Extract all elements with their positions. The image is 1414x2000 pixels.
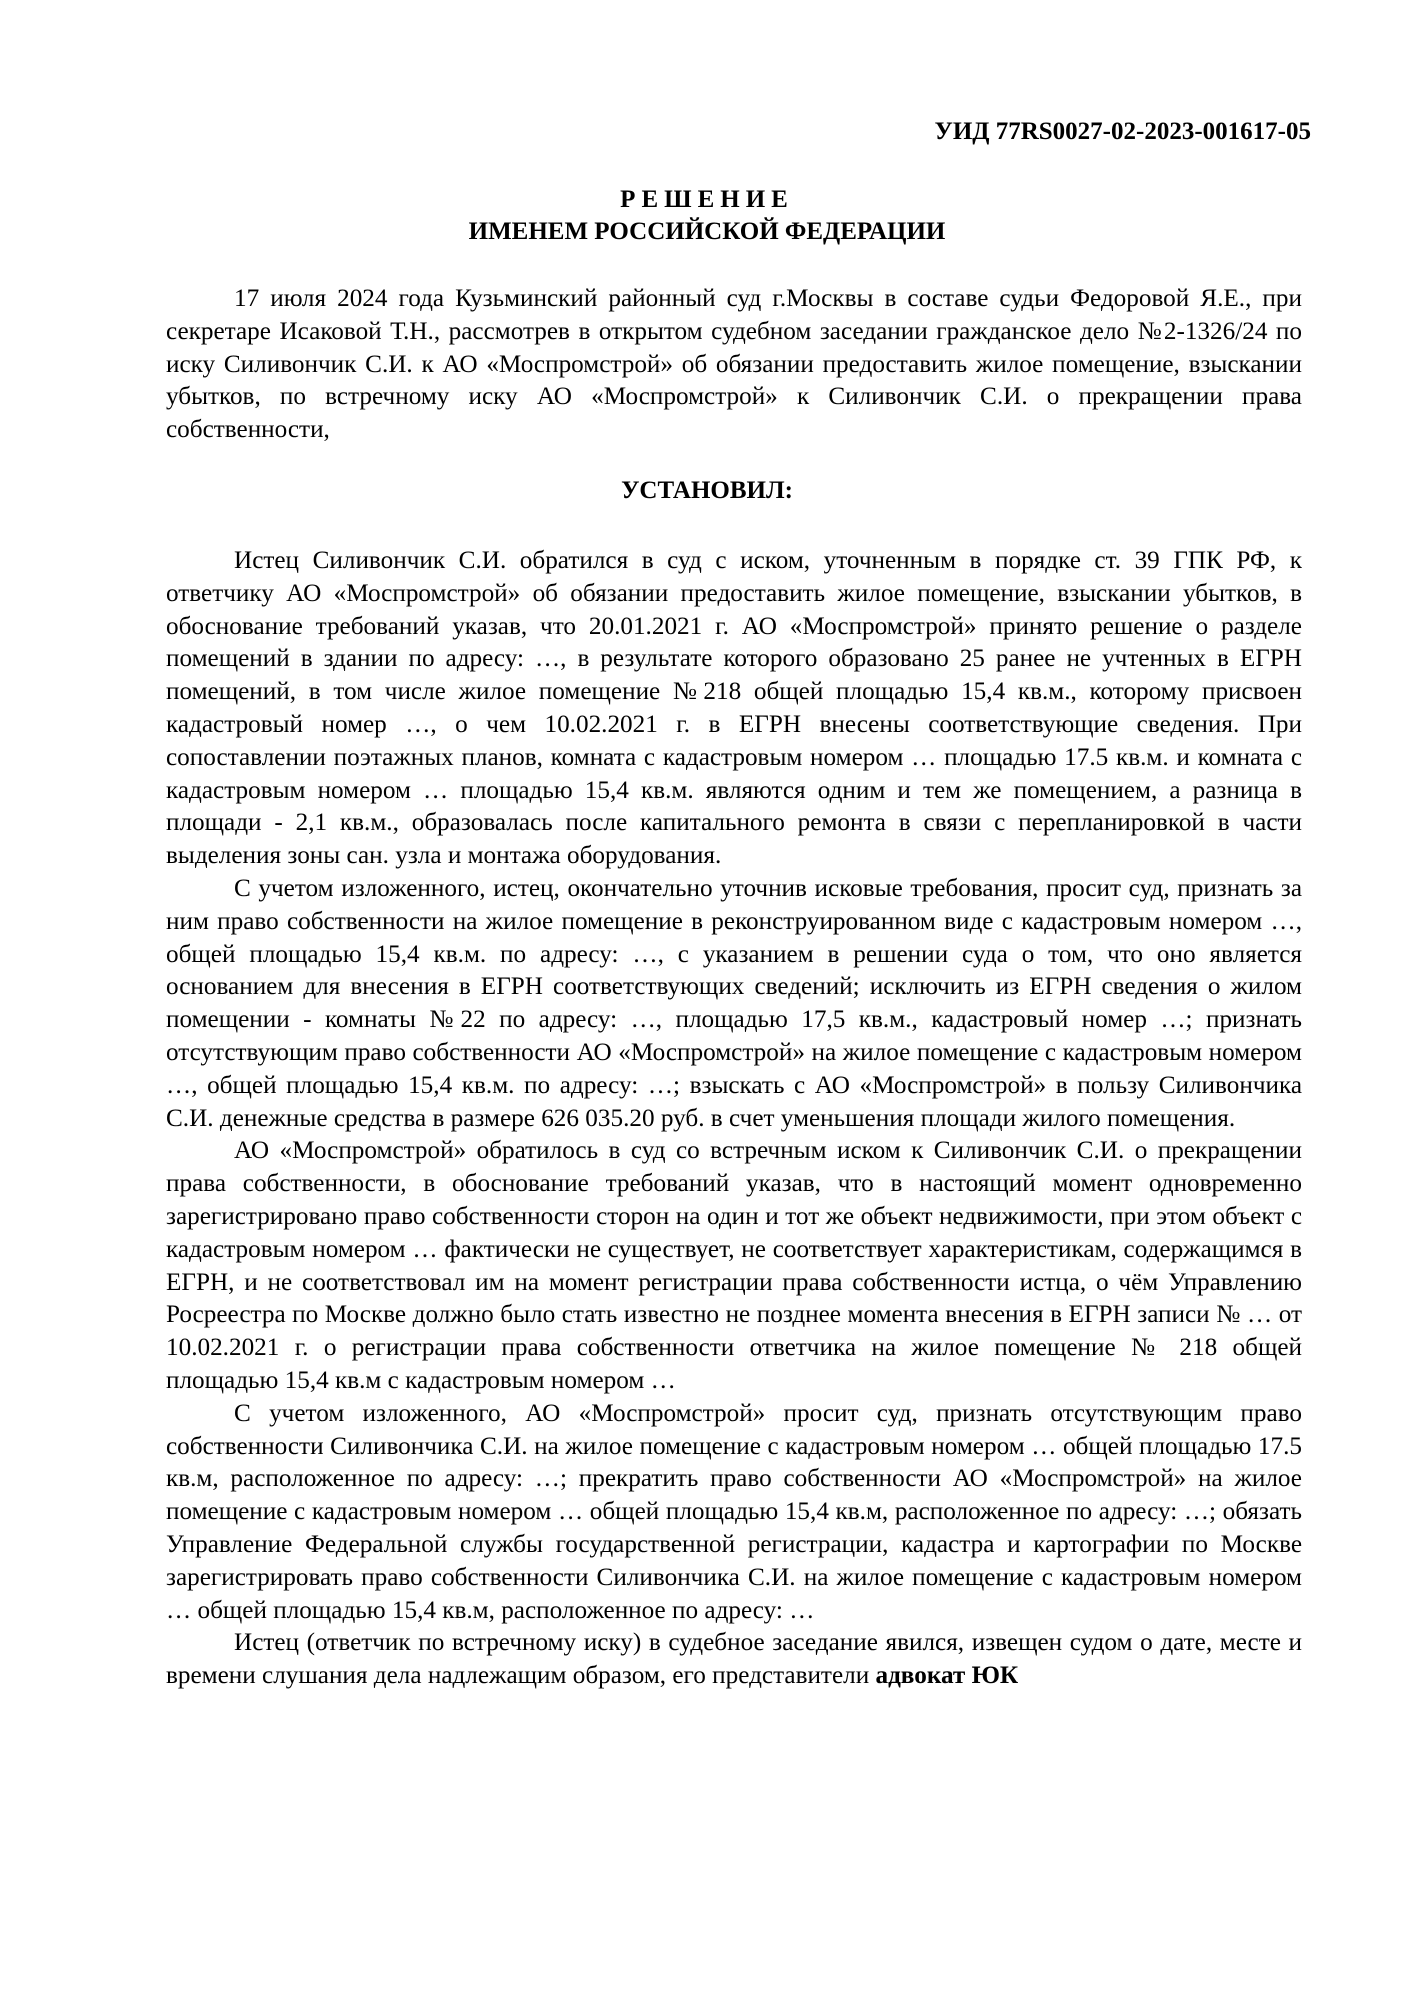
section-heading: УСТАНОВИЛ: (621, 477, 793, 504)
paragraph-2: С учетом изложенного, истец, окончательно уточнив исковые требования, просит суд, признать за ним право собственности на жилое помещение в реконструированном виде с кадастровым номером …, общей площадью 15,4 кв.м. по адресу: …, с указанием в решении суда о том, что оно является основанием для внесения в ЕГРН соответствующих сведений; исключить из ЕГРН сведения о жилом помещении - комнаты №22 по адресу: …, площадью 17,5 кв.м., кадастровый номер …; признать отсутствующим право собственности АО «Моспромстрой» на жилое помещение с кадастровым номером …, общей площадью 15,4 кв.м. по адресу: …; взыскать с АО «Моспромстрой» в пользу Силивончика С.И. денежные средства в размере 626 035.20 руб. в счет уменьшения площади жилого помещения. (166, 874, 1302, 1132)
paragraph-5-bold-text: адвокат ЮК (875, 1662, 1019, 1690)
intro-paragraph: 17 июля 2024 года Кузьминский районный суд г.Москвы в составе судьи Федоровой Я.Е., при секретаре Исаковой Т.Н., рассмотрев в открытом судебном заседании гражданское дело №2-1326/24 по иску Силивончик С.И. к АО «Моспромстрой» об обязании предоставить жилое помещение, взыскании убытков, по встречному иску АО «Моспромстрой» к Силивончик С.И. о прекращении права собственности, (166, 285, 1302, 444)
paragraph-1: Истец Силивончик С.И. обратился в суд с иском, уточненным в порядке ст. 39 ГПК РФ, к ответчику АО «Моспромстрой» об обязании предоставить жилое помещение, взыскании убытков, в обоснование требований указав, что 20.01.2021 г. АО «Моспромстрой» принято решение о разделе помещений в здании по адресу: …, в результате которого образовано 25 ранее не учтенных в ЕГРН помещений, в том числе жилое помещение №218 общей площадью 15,4 кв.м., которому присвоен кадастровый номер …, о чем 10.02.2021 г. в ЕГРН внесены соответствующие сведения. При сопоставлении поэтажных планов, комната с кадастровым номером … площадью 17.5 кв.м. и комната с кадастровым номером … площадью 15,4 кв.м. являются одним и тем же помещением, а разница в площади - 2,1 кв.м., образовалась после капитального ремонта в связи с перепланировкой в части выделения зоны сан. узла и монтажа оборудования. (166, 547, 1302, 870)
main-text-block (166, 545, 1302, 1693)
paragraph-5-text: Истец (ответчик по встречному иску) в судебное заседание явился, извещен судом о дате, месте и времени слушания дела надлежащим образом, его представители (166, 1629, 1302, 1690)
paragraph-5 (166, 1627, 1302, 1693)
case-uid: УИД 77RS0027-02-2023-001617-05 (934, 118, 1311, 145)
paragraph-4: С учетом изложенного, АО «Моспромстрой» просит суд, признать отсутствующим право собственности Силивончика С.И. на жилое помещение с кадастровым номером … общей площадью 17.5 кв.м, расположенное по адресу: …; прекратить право собственности АО «Моспромстрой» на жилое помещение с кадастровым номером … общей площадью 15,4 кв.м, расположенное по адресу: …; обязать Управление Федеральной службы государственной регистрации, кадастра и картографии по Москве зарегистрировать право собственности Силивончика С.И. на жилое помещение с кадастровым номером … общей площадью 15,4 кв.м, расположенное по адресу: … (166, 1399, 1302, 1624)
intro-block (166, 283, 1302, 447)
paragraph-3: АО «Моспромстрой» обратилось в суд со встречным иском к Силивончик С.И. о прекращении права собственности, в обоснование требований указав, что в настоящий момент одновременно зарегистрировано право собственности сторон на один и тот же объект недвижимости, при этом объект с кадастровым номером … фактически не существует, не соответствует характеристикам, содержащимся в ЕГРН, и не соответствовал им на момент регистрации права собственности истца, о чём Управлению Росреестра по Москве должно было стать известно не позднее момента внесения в ЕГРН записи № … от 10.02.2021 г. о регистрации права собственности ответчика на жилое помещение № 218 общей площадью 15,4 кв.м с кадастровым номером … (166, 1137, 1302, 1394)
document-subtitle: ИМЕНЕМ РОССИЙСКОЙ ФЕДЕРАЦИИ (468, 218, 946, 245)
document-title: РЕШЕНИЕ (620, 186, 794, 213)
